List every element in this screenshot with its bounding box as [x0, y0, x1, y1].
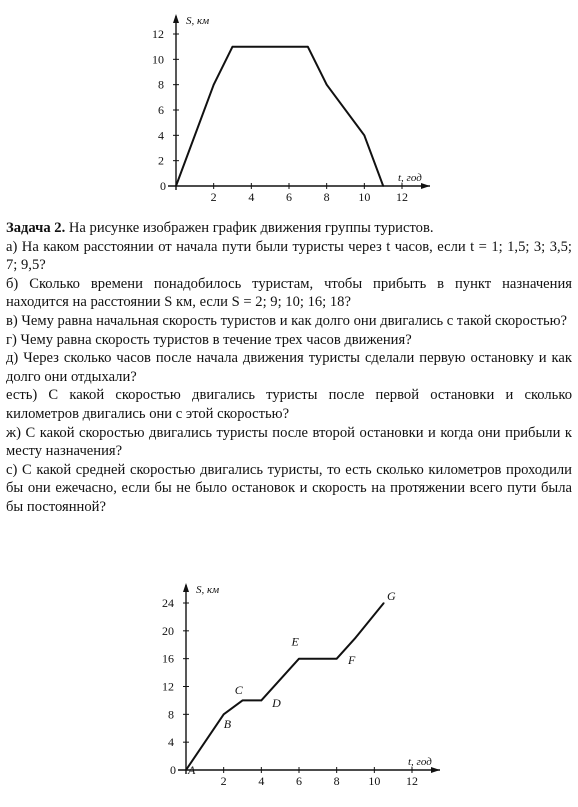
x-tick-label: 10 — [368, 774, 381, 788]
y-tick-label: 8 — [168, 707, 174, 722]
question-v: в) Чему равна начальная скорость туристов и как долго они двигались с такой скоростью? — [6, 312, 568, 329]
y-tick-label: 4 — [158, 128, 164, 143]
task-intro — [6, 219, 572, 238]
x-axis-label: t, год — [398, 172, 422, 184]
data-point — [213, 84, 215, 86]
x-tick-label: 6 — [286, 190, 292, 204]
data-point — [223, 714, 225, 716]
data-point — [232, 46, 234, 48]
series-line — [186, 603, 384, 770]
question-e: есть) С какой скоростью двигались туристы после первой остановки и сколько километров двигались они с этой скоростью? — [6, 387, 572, 422]
x-axis-arrow — [421, 183, 430, 189]
y-tick-label: 12 — [162, 679, 174, 694]
data-point — [185, 769, 187, 771]
question-g: г) Чему равна скорость туристов в течение трех часов движения? — [6, 331, 412, 348]
y-axis-arrow — [183, 583, 189, 592]
question-a: а) На каком расстоянии от начала пути были туристы через t часов, если t = 1; 1,5; 3; 3,5; 7; 9,5? — [6, 238, 572, 274]
x-axis-label: t, год — [408, 756, 432, 768]
task-text — [6, 219, 572, 517]
question-zh: ж) С какой скоростью двигались туристы после второй остановки и когда они прибыли к месту назначения? — [6, 424, 572, 460]
data-point — [364, 135, 366, 137]
y-tick-label: 2 — [158, 153, 164, 168]
x-tick-label: 8 — [323, 190, 330, 204]
x-tick-label: 12 — [406, 774, 418, 788]
data-point — [242, 700, 244, 702]
data-point — [383, 602, 385, 604]
y-tick-label: 20 — [162, 623, 174, 638]
y-tick-label: 8 — [158, 77, 164, 92]
y-axis-label: S, км — [186, 15, 210, 27]
task-intro-text: На рисунке изображен график движения группы туристов. — [65, 220, 434, 236]
y-axis-arrow — [173, 14, 179, 23]
chart-distance-stepped — [0, 575, 578, 807]
y-tick-label: 10 — [152, 52, 164, 67]
data-point — [326, 84, 328, 86]
point-label-a: A — [187, 763, 196, 777]
data-point — [175, 185, 177, 187]
y-tick-label: 6 — [158, 103, 164, 117]
series-line — [176, 47, 383, 186]
x-tick-label: 2 — [210, 190, 217, 204]
point-label-d: D — [272, 696, 281, 711]
point-label-f: F — [348, 653, 356, 668]
data-point — [336, 658, 338, 660]
y-tick-label: 24 — [162, 596, 174, 610]
data-point — [307, 46, 309, 48]
data-point — [382, 185, 384, 187]
y-tick-label: 4 — [168, 735, 174, 750]
point-label-b: B — [223, 717, 232, 732]
data-point — [298, 658, 300, 660]
point-label-c: C — [234, 682, 243, 697]
x-tick-label: 4 — [248, 190, 255, 204]
y-tick-label: 12 — [152, 27, 164, 41]
origin-label: 0 — [170, 763, 176, 777]
question-s: с) С какой средней скоростью двигались туристы, то есть сколько километров проходили бы они ежечасно, если бы не было остановок и скорость на протяжении всего пути была бы постоянной? — [6, 461, 572, 515]
x-axis-arrow — [431, 767, 440, 773]
data-point — [355, 637, 357, 639]
x-tick-label: 6 — [296, 774, 302, 788]
task-title: Задача 2. — [6, 220, 66, 236]
y-axis-label: S, км — [196, 584, 220, 596]
point-label-g: G — [386, 589, 396, 604]
x-tick-label: 12 — [396, 190, 408, 204]
point-label-e: E — [291, 634, 299, 649]
question-d: д) Через сколько часов после начала движения туристы сделали первую остановку и как долго они отдыхали? — [6, 350, 572, 385]
origin-label: 0 — [160, 179, 166, 193]
x-tick-label: 4 — [258, 774, 265, 788]
chart-distance-trapezoid — [0, 0, 578, 215]
x-tick-label: 2 — [220, 774, 227, 788]
question-b: б) Сколько времени понадобилось туристам, чтобы прибыть в пункт назначения находится на расстоянии S км, если S = 2; 9; 10; 16; 18? — [6, 275, 572, 311]
y-tick-label: 16 — [162, 651, 174, 666]
x-tick-label: 8 — [333, 774, 340, 788]
data-point — [261, 700, 263, 702]
x-tick-label: 10 — [358, 190, 371, 204]
